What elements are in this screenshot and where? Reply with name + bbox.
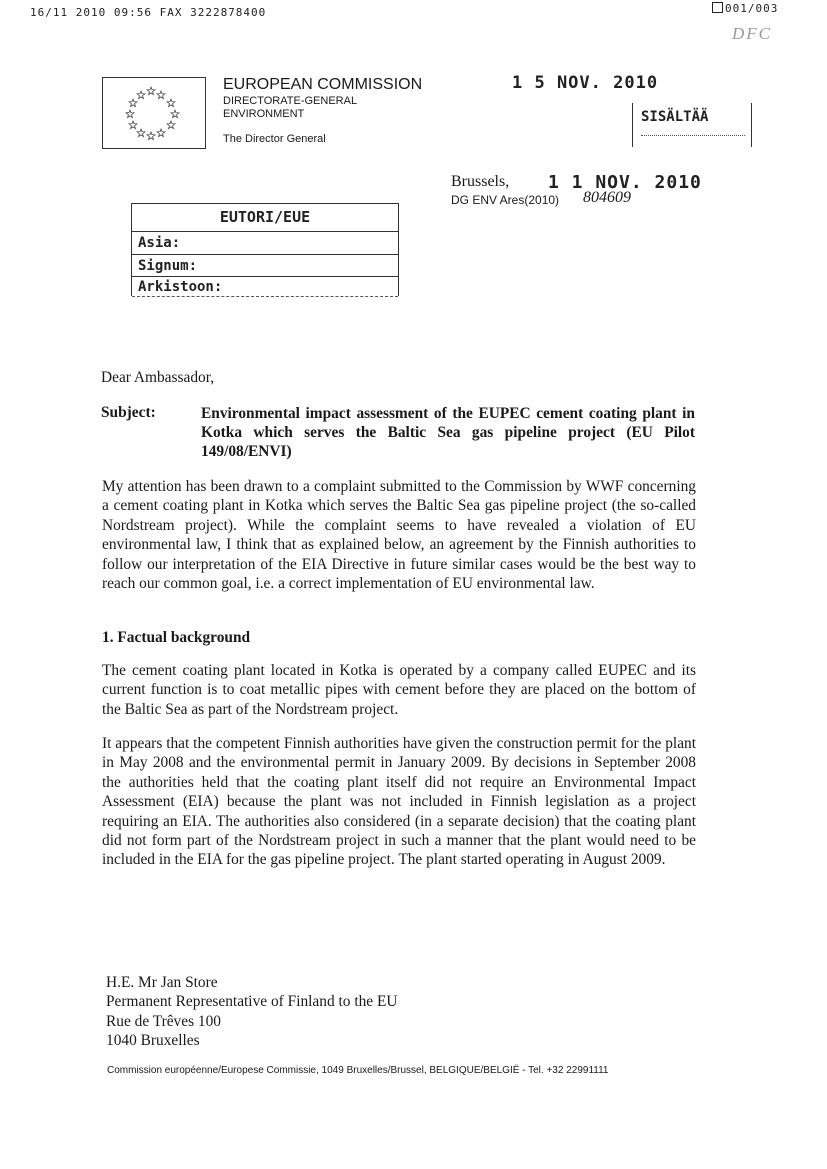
reference: DG ENV Ares(2010) <box>451 193 560 207</box>
addressee-street: Rue de Trêves 100 <box>106 1012 222 1030</box>
directorate: DIRECTORATE-GENERAL <box>223 95 358 107</box>
dateline-city: Brussels, <box>451 173 510 190</box>
fax-checkbox-icon <box>712 2 723 13</box>
addressee-city: 1040 Bruxelles <box>106 1032 200 1050</box>
director-role: The Director General <box>223 133 326 145</box>
handwritten-mark: DFC <box>732 24 772 43</box>
stamp-line <box>641 135 745 136</box>
registry-row: Arkistoon: <box>132 276 398 297</box>
received-date-stamp: 1 5 NOV. 2010 <box>512 73 659 93</box>
department: ENVIRONMENT <box>223 108 305 120</box>
paragraph-3: It appears that the competent Finnish authorities have given the construction permit for the plant in May 2008 and the environmental permit in January 2009. By decisions in September 2008 the authorities held that the coating plant itself did not require an Environmental Impact Assessment (EIA) because the plant was not included in Finnish legislation as a project requiring an EIA. The authorities also considered (in a separate decision) that the coating plant did not form part of the Nordstream project in such a manner that the plant would need to be included in the EIA for the gas pipeline project. The plant started operating in August 2009. <box>102 735 696 869</box>
eu-logo <box>102 77 206 149</box>
salutation: Dear Ambassador, <box>101 369 215 386</box>
paragraph-1: My attention has been drawn to a complaint submitted to the Commission by WWF concerning a cement coating plant in Kotka which serves the Baltic Sea gas pipeline project (the so-called Nordstream project). While the complaint seems to have revealed a violation of EU environmental law, I think that as explained below, an agreement by the Finnish authorities to follow our interpretation of the EIA Directive in future similar cases would be the best way to reach our common goal, i.e. a correct implementation of EU environmental law. <box>102 478 696 593</box>
sisaltaa-stamp <box>632 103 752 147</box>
sisaltaa-label: SISÄLTÄÄ <box>641 109 709 125</box>
addressee-block <box>106 973 398 1051</box>
subject-label: Subject: <box>101 404 156 421</box>
registry-stamp <box>131 203 399 296</box>
registry-row: Signum: <box>132 254 398 276</box>
addressee-name: H.E. Mr Jan Store <box>106 974 218 991</box>
registry-title: EUTORI/EUE <box>219 208 311 226</box>
registry-row: Asia: <box>132 231 398 253</box>
dateline-date: 1 1 NOV. 2010 <box>548 172 702 193</box>
addressee-title: Permanent Representative of Finland to the EU <box>106 993 398 1011</box>
paragraph-2: The cement coating plant located in Kotka is operated by a company called EUPEC and its current function is to coat metallic pipes with cement before they are placed on the bottom of the Baltic Sea as part of the Nordstream project. <box>102 662 696 718</box>
fax-header: 16/11 2010 09:56 FAX 3222878400 <box>30 6 267 19</box>
eu-stars-icon <box>103 78 205 148</box>
reference-number: 804609 <box>583 189 631 206</box>
org-name: EUROPEAN COMMISSION <box>223 76 423 93</box>
fax-page-number: 001/003 <box>712 2 778 15</box>
section-heading: 1. Factual background <box>102 629 251 646</box>
footer: Commission européenne/Europese Commissie, 1049 Bruxelles/Brussel, BELGIQUE/BELGIË - Tel. +32 22991111 <box>107 1065 609 1076</box>
subject-text: Environmental impact assessment of the EUPEC cement coating plant in Kotka which serves the Baltic Sea gas pipeline project (EU Pilot 149/08/ENVI) <box>201 405 695 460</box>
